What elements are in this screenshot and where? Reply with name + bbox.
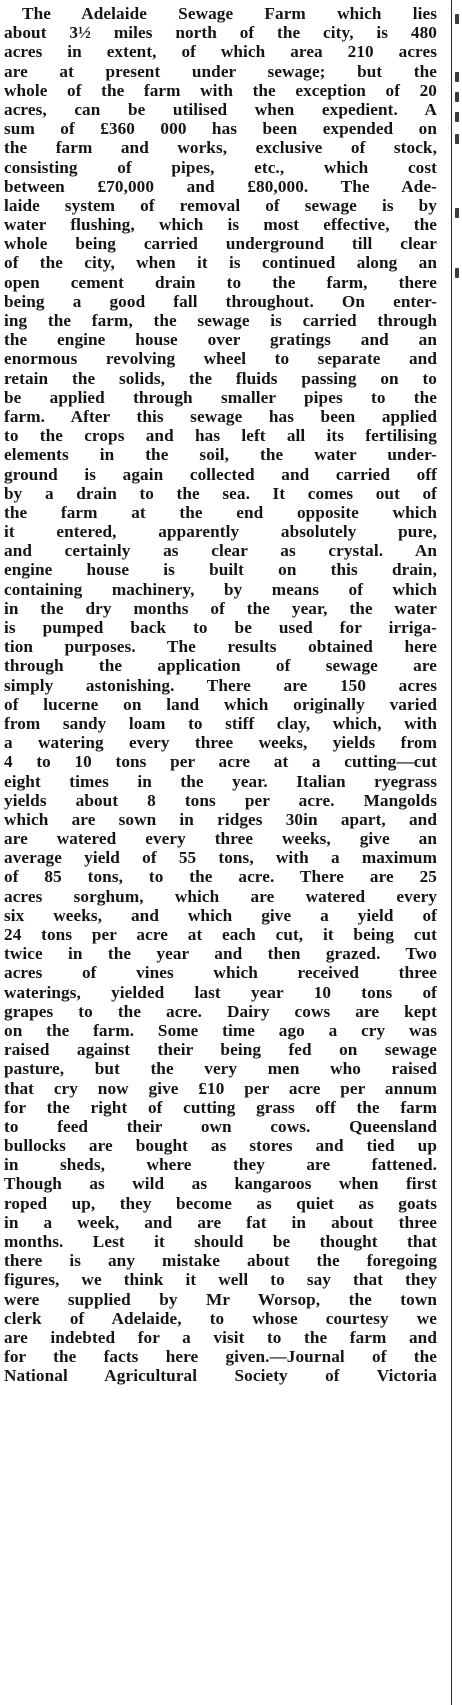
article-line: through the application of sewage are [4,656,437,676]
article-line: tion purposes. The results obtained here [4,637,437,657]
article-line: elements in the soil, the water under- [4,445,437,465]
article-line: waterings, yielded last year 10 tons of [4,982,437,1002]
article-line: months. Lest it should be thought that [4,1232,437,1251]
article-line: in sheds, where they are fattened. [4,1155,437,1175]
article-line: which are sown in ridges 30in apart, and [4,809,437,829]
edge-fragment [455,208,459,218]
article-line: acres sorghum, which are watered every [4,886,437,906]
article-line: The Adelaide Sewage Farm which lies [22,4,437,23]
article-line: are watered every three weeks, give an [4,829,437,849]
article-line: is pumped back to be used for irriga- [4,618,437,637]
article-line: acres, can be utilised when expedient. A [4,99,437,119]
article-body [4,4,437,1386]
adjacent-column-edge [455,0,462,1705]
article-line: of lucerne on land which originally varied [4,694,437,714]
article-line: twice in the year and then grazed. Two [4,944,437,964]
article-line: acres in extent, of which area 210 acres [4,42,437,62]
article-line: that cry now give £10 per acre per annum [4,1078,437,1098]
article-line: about 3½ miles north of the city, is 480 [4,23,437,43]
edge-fragment [455,134,459,144]
article-line: on the farm. Some time ago a cry was [4,1020,437,1040]
article-line: there is any mistake about the foregoing [4,1251,437,1271]
article-line: being a good fall throughout. On enter- [4,291,437,311]
article-line: Though as wild as kangaroos when first [4,1174,437,1194]
article-line: laide system of removal of sewage is by [4,195,437,215]
article-line: sum of £360 000 has been expended on [4,119,437,139]
edge-fragment [455,112,459,122]
article-line: to the crops and has left all its fertilising [4,426,437,446]
column-rule [451,0,452,1705]
article-line: are at present under sewage; but the [4,61,437,81]
article-line: average yield of 55 tons, with a maximum [4,848,437,868]
article-line: National Agricultural Society of Victoria [4,1366,437,1386]
edge-fragment [455,268,459,278]
article-line: the farm and works, exclusive of stock, [4,138,437,158]
article-line: yields about 8 tons per acre. Mangolds [4,790,437,810]
article-line: for the right of cutting grass off the farm [4,1097,437,1117]
article-line: the farm at the end opposite which [4,502,437,522]
article-line: acres of vines which received three [4,963,437,983]
article-line: for the facts here given.—Journal of the [4,1347,437,1367]
article-line: consisting of pipes, etc., which cost [4,157,437,177]
article-line: whole being carried underground till clear [4,234,437,254]
article-line: water flushing, which is most effective, the [4,215,437,235]
edge-fragment [455,92,459,102]
article-line: engine house is built on this drain, [4,560,437,580]
article-line: simply astonishing. There are 150 acres [4,675,437,695]
article-line: be applied through smaller pipes to the [4,387,437,407]
article-line: clerk of Adelaide, to whose courtesy we [4,1308,437,1328]
article-line: are indebted for a visit to the farm and [4,1327,437,1347]
article-line: figures, we think it well to say that they [4,1270,437,1290]
article-line: six weeks, and which give a yield of [4,905,437,925]
article-line: ground is again collected and carried off [4,464,437,484]
article-line: bullocks are bought as stores and tied up [4,1136,437,1156]
article-line: open cement drain to the farm, there [4,272,437,292]
article-line: retain the solids, the fluids passing on to [4,368,437,388]
article-line: enormous revolving wheel to separate and [4,349,437,369]
article-line: 24 tons per acre at each cut, it being cut [4,925,437,944]
article-line: the engine house over gratings and an [4,330,437,350]
article-line: pasture, but the very men who raised [4,1059,437,1079]
article-line: and certainly as clear as crystal. An [4,541,437,561]
article-line: raised against their being fed on sewage [4,1040,437,1060]
article-line: were supplied by Mr Worsop, the town [4,1289,437,1309]
edge-fragment [455,14,459,24]
article-line: containing machinery, by means of which [4,579,437,599]
article-line: to feed their own cows. Queensland [4,1116,437,1136]
article-line: whole of the farm with the exception of 20 [4,80,437,100]
article-line: roped up, they become as quiet as goats [4,1193,437,1213]
edge-fragment [455,72,459,82]
article-line: in a week, and are fat in about three [4,1212,437,1232]
article-line: between £70,000 and £80,000. The Ade- [4,176,437,196]
article-line: eight times in the year. Italian ryegrass [4,771,437,791]
article-line: farm. After this sewage has been applied [4,406,437,426]
article-line: of the city, when it is continued along an [4,253,437,273]
article-line: it entered, apparently absolutely pure, [4,522,437,542]
article-line: ing the farm, the sewage is carried through [4,311,437,330]
article-line: from sandy loam to stiff clay, which, with [4,713,437,733]
article-line: a watering every three weeks, yields from [4,733,437,753]
article-line: 4 to 10 tons per acre at a cutting—cut [4,752,437,772]
article-line: of 85 tons, to the acre. There are 25 [4,867,437,887]
article-line: grapes to the acre. Dairy cows are kept [4,1001,437,1021]
article-line: by a drain to the sea. It comes out of [4,483,437,503]
article-line: in the dry months of the year, the water [4,598,437,618]
